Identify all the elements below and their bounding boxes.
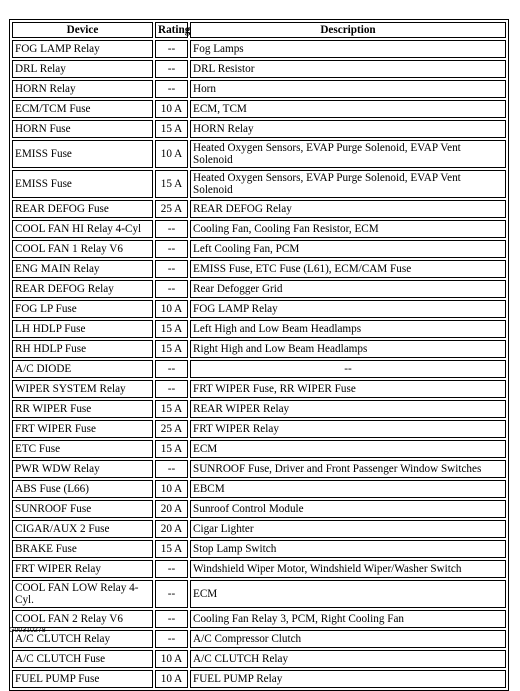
cell-description: Cooling Fan Relay 3, PCM, Right Cooling Fan (190, 610, 506, 628)
cell-description: A/C CLUTCH Relay (190, 650, 506, 668)
table-row (12, 260, 506, 278)
cell-rating: -- (155, 560, 188, 578)
cell-device: HORN Fuse (12, 120, 153, 138)
cell-rating: -- (155, 630, 188, 648)
table-row (12, 200, 506, 218)
table-row (12, 480, 506, 498)
table-row (12, 300, 506, 318)
cell-description: FRT WIPER Relay (190, 420, 506, 438)
cell-rating: 10 A (155, 670, 188, 688)
fuse-relay-table-container (9, 19, 509, 691)
cell-description: ECM, TCM (190, 100, 506, 118)
cell-description: -- (190, 360, 506, 378)
fuse-relay-table (9, 19, 509, 691)
cell-description: Right High and Low Beam Headlamps (190, 340, 506, 358)
cell-device: COOL FAN HI Relay 4-Cyl (12, 220, 153, 238)
table-row (12, 140, 506, 168)
table-row (12, 60, 506, 78)
cell-rating: -- (155, 220, 188, 238)
cell-device: HORN Relay (12, 80, 153, 98)
cell-rating: 10 A (155, 300, 188, 318)
cell-device: PWR WDW Relay (12, 460, 153, 478)
cell-description: Left High and Low Beam Headlamps (190, 320, 506, 338)
cell-description: Rear Defogger Grid (190, 280, 506, 298)
cell-description: ECM (190, 580, 506, 608)
figure-id: G00310278 (9, 627, 46, 634)
cell-rating: 15 A (155, 120, 188, 138)
cell-description: Fog Lamps (190, 40, 506, 58)
cell-device: A/C CLUTCH Fuse (12, 650, 153, 668)
cell-rating: -- (155, 380, 188, 398)
table-row (12, 540, 506, 558)
cell-rating: 15 A (155, 540, 188, 558)
cell-rating: 25 A (155, 200, 188, 218)
cell-device: ABS Fuse (L66) (12, 480, 153, 498)
cell-device: A/C CLUTCH Relay (12, 630, 153, 648)
cell-rating: 20 A (155, 520, 188, 538)
cell-device: EMISS Fuse (12, 140, 153, 168)
cell-description: Left Cooling Fan, PCM (190, 240, 506, 258)
cell-description: EMISS Fuse, ETC Fuse (L61), ECM/CAM Fuse (190, 260, 506, 278)
cell-device: COOL FAN 1 Relay V6 (12, 240, 153, 258)
cell-description: ECM (190, 440, 506, 458)
cell-description: A/C Compressor Clutch (190, 630, 506, 648)
table-row (12, 220, 506, 238)
cell-device: LH HDLP Fuse (12, 320, 153, 338)
cell-device: ETC Fuse (12, 440, 153, 458)
cell-rating: 20 A (155, 500, 188, 518)
cell-rating: 10 A (155, 140, 188, 168)
table-row (12, 80, 506, 98)
cell-device: RR WIPER Fuse (12, 400, 153, 418)
header-device: Device (12, 22, 153, 38)
table-body (12, 40, 506, 688)
table-row (12, 500, 506, 518)
cell-description: Windshield Wiper Motor, Windshield Wiper/Washer Switch (190, 560, 506, 578)
cell-description: Heated Oxygen Sensors, EVAP Purge Solenoid, EVAP Vent Solenoid (190, 170, 506, 198)
cell-rating: -- (155, 460, 188, 478)
cell-device: ECM/TCM Fuse (12, 100, 153, 118)
cell-device: COOL FAN LOW Relay 4-Cyl. (12, 580, 153, 608)
cell-rating: 10 A (155, 480, 188, 498)
cell-device: A/C DIODE (12, 360, 153, 378)
cell-description: Cooling Fan, Cooling Fan Resistor, ECM (190, 220, 506, 238)
header-rating: Rating (155, 22, 188, 38)
cell-rating: -- (155, 40, 188, 58)
cell-device: FOG LAMP Relay (12, 40, 153, 58)
cell-device: FRT WIPER Relay (12, 560, 153, 578)
cell-device: FOG LP Fuse (12, 300, 153, 318)
cell-rating: 15 A (155, 440, 188, 458)
table-row (12, 670, 506, 688)
cell-description: REAR WIPER Relay (190, 400, 506, 418)
cell-description: Cigar Lighter (190, 520, 506, 538)
cell-rating: -- (155, 360, 188, 378)
cell-device: WIPER SYSTEM Relay (12, 380, 153, 398)
table-row (12, 40, 506, 58)
cell-rating: 25 A (155, 420, 188, 438)
cell-description: FUEL PUMP Relay (190, 670, 506, 688)
cell-device: FRT WIPER Fuse (12, 420, 153, 438)
cell-device: REAR DEFOG Relay (12, 280, 153, 298)
cell-device: CIGAR/AUX 2 Fuse (12, 520, 153, 538)
table-row (12, 100, 506, 118)
cell-device: BRAKE Fuse (12, 540, 153, 558)
cell-rating: 15 A (155, 340, 188, 358)
cell-device: REAR DEFOG Fuse (12, 200, 153, 218)
table-row (12, 650, 506, 668)
cell-description: Heated Oxygen Sensors, EVAP Purge Solenoid, EVAP Vent Solenoid (190, 140, 506, 168)
table-row (12, 460, 506, 478)
cell-description: Stop Lamp Switch (190, 540, 506, 558)
table-row (12, 440, 506, 458)
table-row (12, 340, 506, 358)
cell-device: RH HDLP Fuse (12, 340, 153, 358)
cell-description: EBCM (190, 480, 506, 498)
cell-rating: 15 A (155, 320, 188, 338)
cell-rating: -- (155, 580, 188, 608)
table-row (12, 240, 506, 258)
cell-rating: -- (155, 610, 188, 628)
cell-rating: 15 A (155, 170, 188, 198)
cell-rating: -- (155, 60, 188, 78)
table-row (12, 610, 506, 628)
cell-description: DRL Resistor (190, 60, 506, 78)
table-row (12, 420, 506, 438)
cell-description: Horn (190, 80, 506, 98)
table-header-row (12, 22, 506, 38)
cell-description: Sunroof Control Module (190, 500, 506, 518)
cell-device: EMISS Fuse (12, 170, 153, 198)
table-row (12, 320, 506, 338)
cell-rating: 10 A (155, 650, 188, 668)
table-row (12, 580, 506, 608)
cell-rating: -- (155, 260, 188, 278)
cell-device: COOL FAN 2 Relay V6 (12, 610, 153, 628)
table-row (12, 520, 506, 538)
table-row (12, 380, 506, 398)
cell-device: DRL Relay (12, 60, 153, 78)
table-row (12, 560, 506, 578)
cell-rating: -- (155, 280, 188, 298)
cell-device: ENG MAIN Relay (12, 260, 153, 278)
cell-description: FRT WIPER Fuse, RR WIPER Fuse (190, 380, 506, 398)
header-description: Description (190, 22, 506, 38)
cell-description: SUNROOF Fuse, Driver and Front Passenger Window Switches (190, 460, 506, 478)
table-row (12, 360, 506, 378)
table-row (12, 630, 506, 648)
cell-rating: -- (155, 240, 188, 258)
cell-device: SUNROOF Fuse (12, 500, 153, 518)
cell-description: REAR DEFOG Relay (190, 200, 506, 218)
table-row (12, 120, 506, 138)
table-row (12, 280, 506, 298)
cell-rating: -- (155, 80, 188, 98)
cell-device: FUEL PUMP Fuse (12, 670, 153, 688)
cell-rating: 15 A (155, 400, 188, 418)
cell-description: FOG LAMP Relay (190, 300, 506, 318)
cell-rating: 10 A (155, 100, 188, 118)
cell-description: HORN Relay (190, 120, 506, 138)
table-row (12, 400, 506, 418)
table-row (12, 170, 506, 198)
